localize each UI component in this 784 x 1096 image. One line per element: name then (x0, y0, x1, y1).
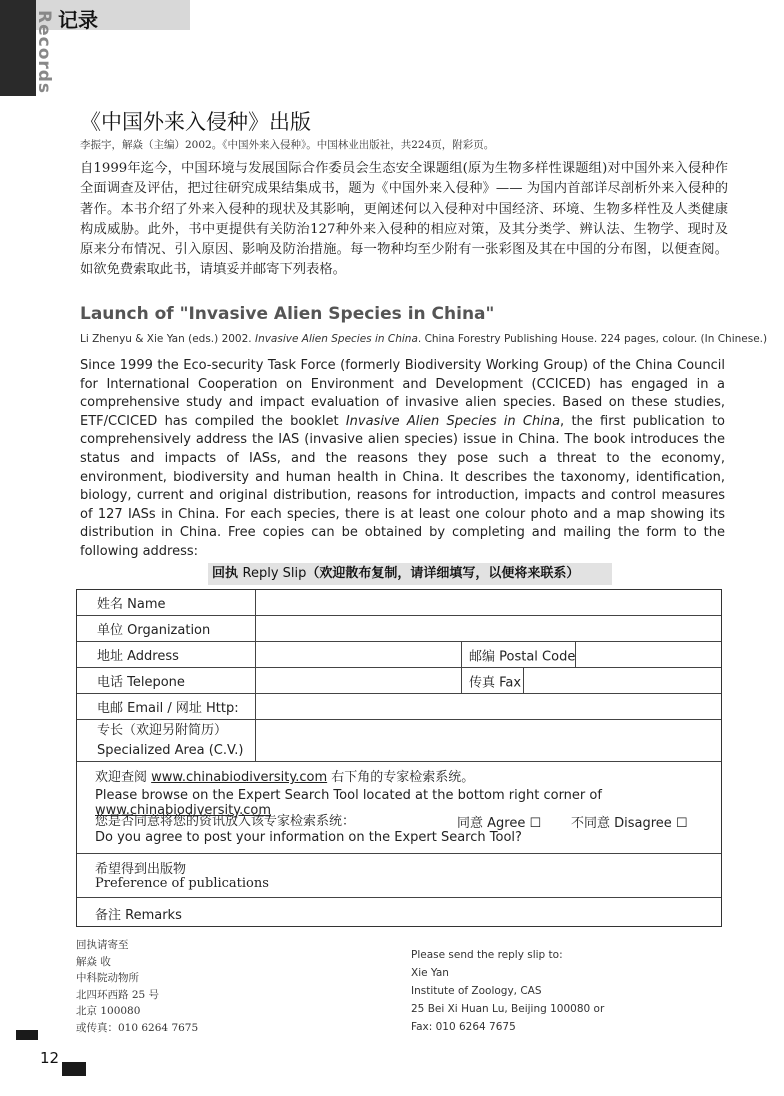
row-name (77, 590, 721, 616)
telephone-field[interactable] (255, 668, 461, 693)
row-address (77, 642, 721, 668)
header-dark-block (0, 0, 36, 96)
footer-address-cn: 回执请寄至 解焱 收 中科院动物所 北四环西路 25 号 北京 100080 或传真：010 6264 7675 (76, 939, 199, 1034)
postal-separator (461, 642, 462, 667)
article-title-en: Launch of "Invasive Alien Species in China" (80, 304, 495, 324)
row-organization (77, 616, 721, 642)
article-title-cn: 《中国外来入侵种》出版 (80, 110, 311, 134)
fax-separator (461, 668, 462, 693)
fax-field[interactable] (524, 668, 721, 693)
name-label: 姓名 Name (97, 597, 166, 612)
page-corner-mark-2 (62, 1062, 86, 1076)
agree-checkbox[interactable]: 同意 Agree ☐ (457, 816, 542, 831)
organization-label: 单位 Organization (97, 623, 211, 638)
fax-label: 传真 Fax (469, 675, 522, 690)
agree-question-en: Do you agree to post your information on the Expert Search Tool? (95, 830, 522, 845)
remarks-label: 备注 Remarks (95, 908, 182, 923)
body-paragraph-en: Since 1999 the Eco-security Task Force (formerly Biodiversity Working Group) of the China Council for International Cooperation on Environment and Development (CCICED) has engaged in a comprehensive study and impact evaluation of invasive alien species. Based on these studies, ETF/CCICED has compiled the booklet Invasive Alien Species in China, the first publication to comprehensively address the IAS (invasive alien species) issue in China. The book introduces the status and impacts of IASs, and the reasons they pose such a threat to the economy, environment, biodiversity and human health in China. It describes the taxonomy, identification, biology, current and original distribution, reasons for introduction, impacts and control measures of 127 IASs in China. For each species, there is at least one colour photo and a map showing its distribution in China. Free copies can be obtained by completing and mailing the form to the following address: (80, 358, 725, 559)
reply-slip-form (76, 589, 722, 927)
body-paragraph-cn: 自1999年迄今，中国环境与发展国际合作委员会生态安全课题组(原为生物多样性课题组)对中国外来入侵种作全面调查及评估，把过往研究成果结集成书，题为《中国外来入侵种》—— 为国内首部详尽剖析外来入侵种的著作。本书介绍了外来入侵种的现状及其影响，更阐述何以入侵种对中国经济、环境、生物多样性及人类健康构成威胁。此外，书中更提供有关防治127种外来入侵种的相应对策，及其分类学、辨认法、生物学、现时及原来分布情况、引入原因、影响及防治措施。每一物种均至少附有一张彩图及其在中国的分布图，以便查阅。如欲免费索取此书，请填妥并邮寄下列表格。 (80, 161, 728, 278)
telephone-label: 电话 Telepone (97, 675, 185, 690)
agree-question-cn: 您是否同意将您的资讯放入该专家检索系统： (95, 814, 356, 829)
name-field[interactable] (255, 590, 721, 615)
row-preference (77, 854, 721, 898)
row-email (77, 694, 721, 720)
row-specialized (77, 720, 721, 762)
row-expert-search (77, 762, 721, 854)
section-label-en-vertical: Records (34, 10, 54, 95)
preference-label-en: Preference of publications (95, 876, 269, 891)
citation-cn: 李振宇，解焱（主编）2002。《中国外来入侵种》。中国林业出版社，共224页，附彩页。 (80, 139, 495, 151)
address-label: 地址 Address (97, 649, 179, 664)
page-corner-mark (16, 1030, 38, 1040)
row-telephone (77, 668, 721, 694)
postal-code-field[interactable] (576, 642, 721, 667)
address-field[interactable] (255, 642, 461, 667)
email-field[interactable] (255, 694, 721, 719)
section-label-cn: 记录 (58, 8, 98, 32)
page-number: 12 (40, 1049, 60, 1067)
citation-en: Li Zhenyu & Xie Yan (eds.) 2002. Invasive Alien Species in China. China Forestry Publishing House. 224 pages, colour. (In Chinese.) (80, 333, 768, 345)
website-link-en[interactable]: www.chinabiodiversity.com (95, 803, 271, 818)
website-link[interactable]: www.chinabiodiversity.com (151, 770, 328, 785)
browse-line-cn: 欢迎查阅 www.chinabiodiversity.com 右下角的专家检索系统。 (95, 770, 475, 785)
browse-line-en: Please browse on the Expert Search Tool located at the bottom right corner of www.chinabiodiversity.com (95, 788, 602, 818)
footer-address-en: Please send the reply slip to: Xie Yan Institute of Zoology, CAS 25 Bei Xi Huan Lu, Beijing 100080 or Fax: 010 6264 7675 (411, 949, 605, 1033)
disagree-checkbox[interactable]: 不同意 Disagree ☐ (571, 816, 688, 831)
organization-field[interactable] (255, 616, 721, 641)
row-remarks (77, 898, 721, 926)
specialized-label: 专长（欢迎另附简历） Specialized Area (C.V.) (97, 722, 244, 758)
postal-code-label: 邮编 Postal Code (469, 649, 576, 664)
email-label: 电邮 Email / 网址 Http: (97, 701, 239, 716)
specialized-field[interactable] (255, 720, 721, 761)
reply-slip-title: 回执 Reply Slip（欢迎散布复制，请详细填写，以便将来联系） (208, 563, 612, 585)
preference-label-cn: 希望得到出版物 (95, 862, 187, 877)
